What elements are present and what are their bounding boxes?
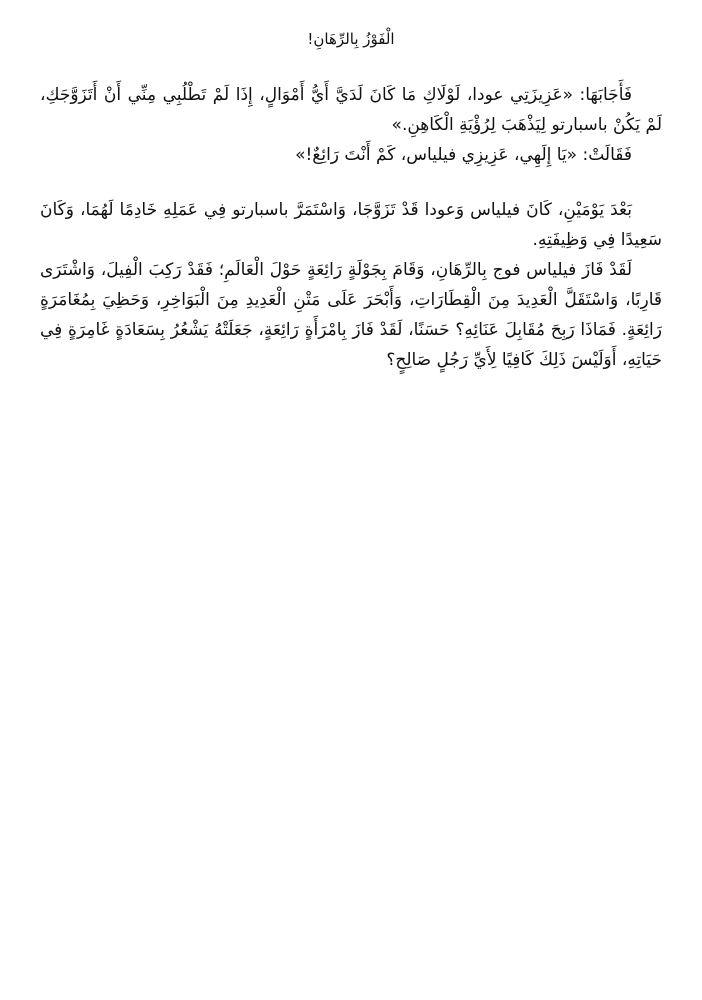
- narrative-paragraph-1: بَعْدَ يَوْمَيْنِ، كَانَ فيلياس وَعودا قَدْ تَزَوَّجَا، وَاسْتَمَرَّ باسبارتو فِي عَمَلِهِ خَادِمًا لَهُمَا، وَكَانَ سَعِيدًا فِي وَظِيفَتِهِ.: [40, 200, 662, 250]
- dialog-paragraph-1: فَأَجَابَهَا: «عَزِيزَتِي عودا، لَوْلَاكِ مَا كَانَ لَدَيَّ أَيُّ أَمْوَالٍ، إِذَا لَمْ تَطْلُبِي مِنِّي أَنْ أَتَزَوَّجَكِ، لَمْ يَكُنْ باسبارتو لِيَذْهَبَ لِرُؤْيَةِ الْكَاهِنِ.»: [40, 85, 662, 135]
- page-body: [40, 80, 662, 375]
- running-header: الْفَوْزُ بِالرِّهَانِ!: [307, 30, 395, 48]
- narrative-paragraph-2: لَقَدْ فَازَ فيلياس فوج بِالرِّهَانِ، وَقَامَ بِجَوْلَةٍ رَائِعَةٍ حَوْلَ الْعَالَمِ؛ فَقَدْ رَكِبَ الْفِيلَ، وَاشْتَرَى قَارِبًا، وَاسْتَقَلَّ الْعَدِيدَ مِنَ الْقِطَارَاتِ، وَأَبْحَرَ عَلَى مَتْنِ الْعَدِيدِ مِنَ الْبَوَاخِرِ، وَحَظِيَ بِمُغَامَرَةٍ رَائِعَةٍ. فَمَاذَا رَبِحَ مُقَابِلَ عَنَائِهِ؟ حَسَنًا، لَقَدْ فَازَ بِامْرَأَةٍ رَائِعَةٍ، جَعَلَتْهُ يَشْعُرُ بِسَعَادَةٍ غَامِرَةٍ فِي حَيَاتِهِ، أَوَلَيْسَ ذَلِكَ كَافِيًا لِأَيِّ رَجُلٍ صَالِحٍ؟: [40, 260, 662, 370]
- dialog-paragraph-2: فَقَالَتْ: «يَا إِلَهِي، عَزِيزِي فيلياس، كَمْ أَنْتَ رَائِعٌ!»: [295, 145, 632, 165]
